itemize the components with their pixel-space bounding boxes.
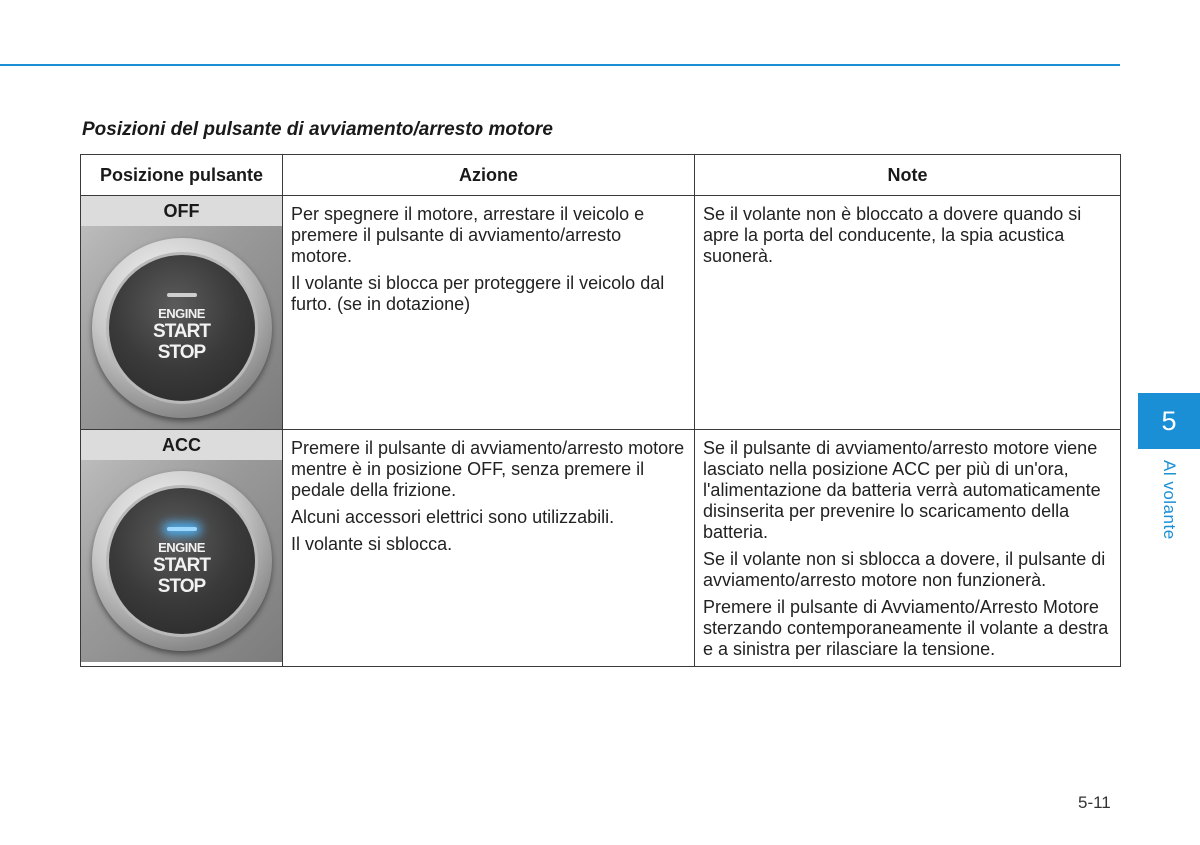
action-text: Il volante si sblocca. — [291, 534, 453, 554]
button-ring — [92, 471, 272, 651]
button-text-start: START — [153, 321, 210, 342]
header-notes: Note — [695, 155, 1121, 196]
button-text-engine: ENGINE — [158, 539, 205, 555]
action-cell — [283, 430, 695, 667]
action-text: Per spegnere il motore, arrestare il veicolo e premere il pulsante di avviamento/arresto motore. — [291, 204, 645, 266]
header-action: Azione — [283, 155, 695, 196]
button-text-stop: STOP — [157, 575, 206, 597]
notes-cell — [695, 196, 1121, 430]
header-rule — [0, 64, 1120, 66]
note-text: Se il volante non è bloccato a dovere quando si apre la porta del conducente, la spia acustica suonerà. — [703, 204, 1082, 266]
table-row — [81, 430, 1121, 667]
engine-button-image-acc — [81, 460, 282, 662]
action-text: Il volante si blocca per proteggere il veicolo dal furto. (se in dotazione) — [291, 273, 665, 314]
button-text-stop: STOP — [157, 342, 206, 363]
button-ring — [92, 238, 272, 418]
table-row — [81, 196, 1121, 430]
chapter-label: Al volante — [1160, 460, 1179, 540]
notes-cell — [695, 430, 1121, 667]
page-number: 5-11 — [1078, 793, 1111, 812]
header-position: Posizione pulsante — [81, 155, 283, 196]
position-label-off: OFF — [81, 196, 282, 226]
engine-start-stop-button-icon — [106, 252, 258, 404]
position-cell — [81, 430, 283, 667]
position-cell — [81, 196, 283, 430]
note-text: Se il volante non si sblocca a dovere, il pulsante di avviamento/arresto motore non funzionerà. — [703, 549, 1106, 590]
note-text: Premere il pulsante di Avviamento/Arresto Motore sterzando contemporaneamente il volante a destra e a sinistra per rilasciare la tensione. — [703, 597, 1109, 659]
button-positions-table — [80, 154, 1121, 667]
action-cell — [283, 196, 695, 430]
button-text-start: START — [153, 554, 210, 576]
action-text: Premere il pulsante di avviamento/arresto motore mentre è in posizione OFF, senza premere il pedale della frizione. — [291, 438, 685, 500]
table-header-row — [81, 155, 1121, 196]
action-text: Alcuni accessori elettrici sono utilizzabili. — [291, 507, 615, 527]
engine-start-stop-button-icon — [106, 485, 258, 637]
engine-button-image-off — [81, 226, 282, 429]
indicator-light-lit-icon — [167, 527, 197, 531]
section-title: Posizioni del pulsante di avviamento/arresto motore — [82, 119, 553, 140]
chapter-tab: 5 — [1138, 393, 1200, 449]
position-label-acc: ACC — [81, 430, 282, 460]
indicator-light-icon — [167, 293, 197, 297]
note-text: Se il pulsante di avviamento/arresto motore viene lasciato nella posizione ACC per più di un'ora, l'alimentazione da batteria verrà automaticamente disinserita per prevenire lo scaricamento della batteria. — [703, 438, 1101, 542]
button-text-engine: ENGINE — [158, 306, 205, 321]
